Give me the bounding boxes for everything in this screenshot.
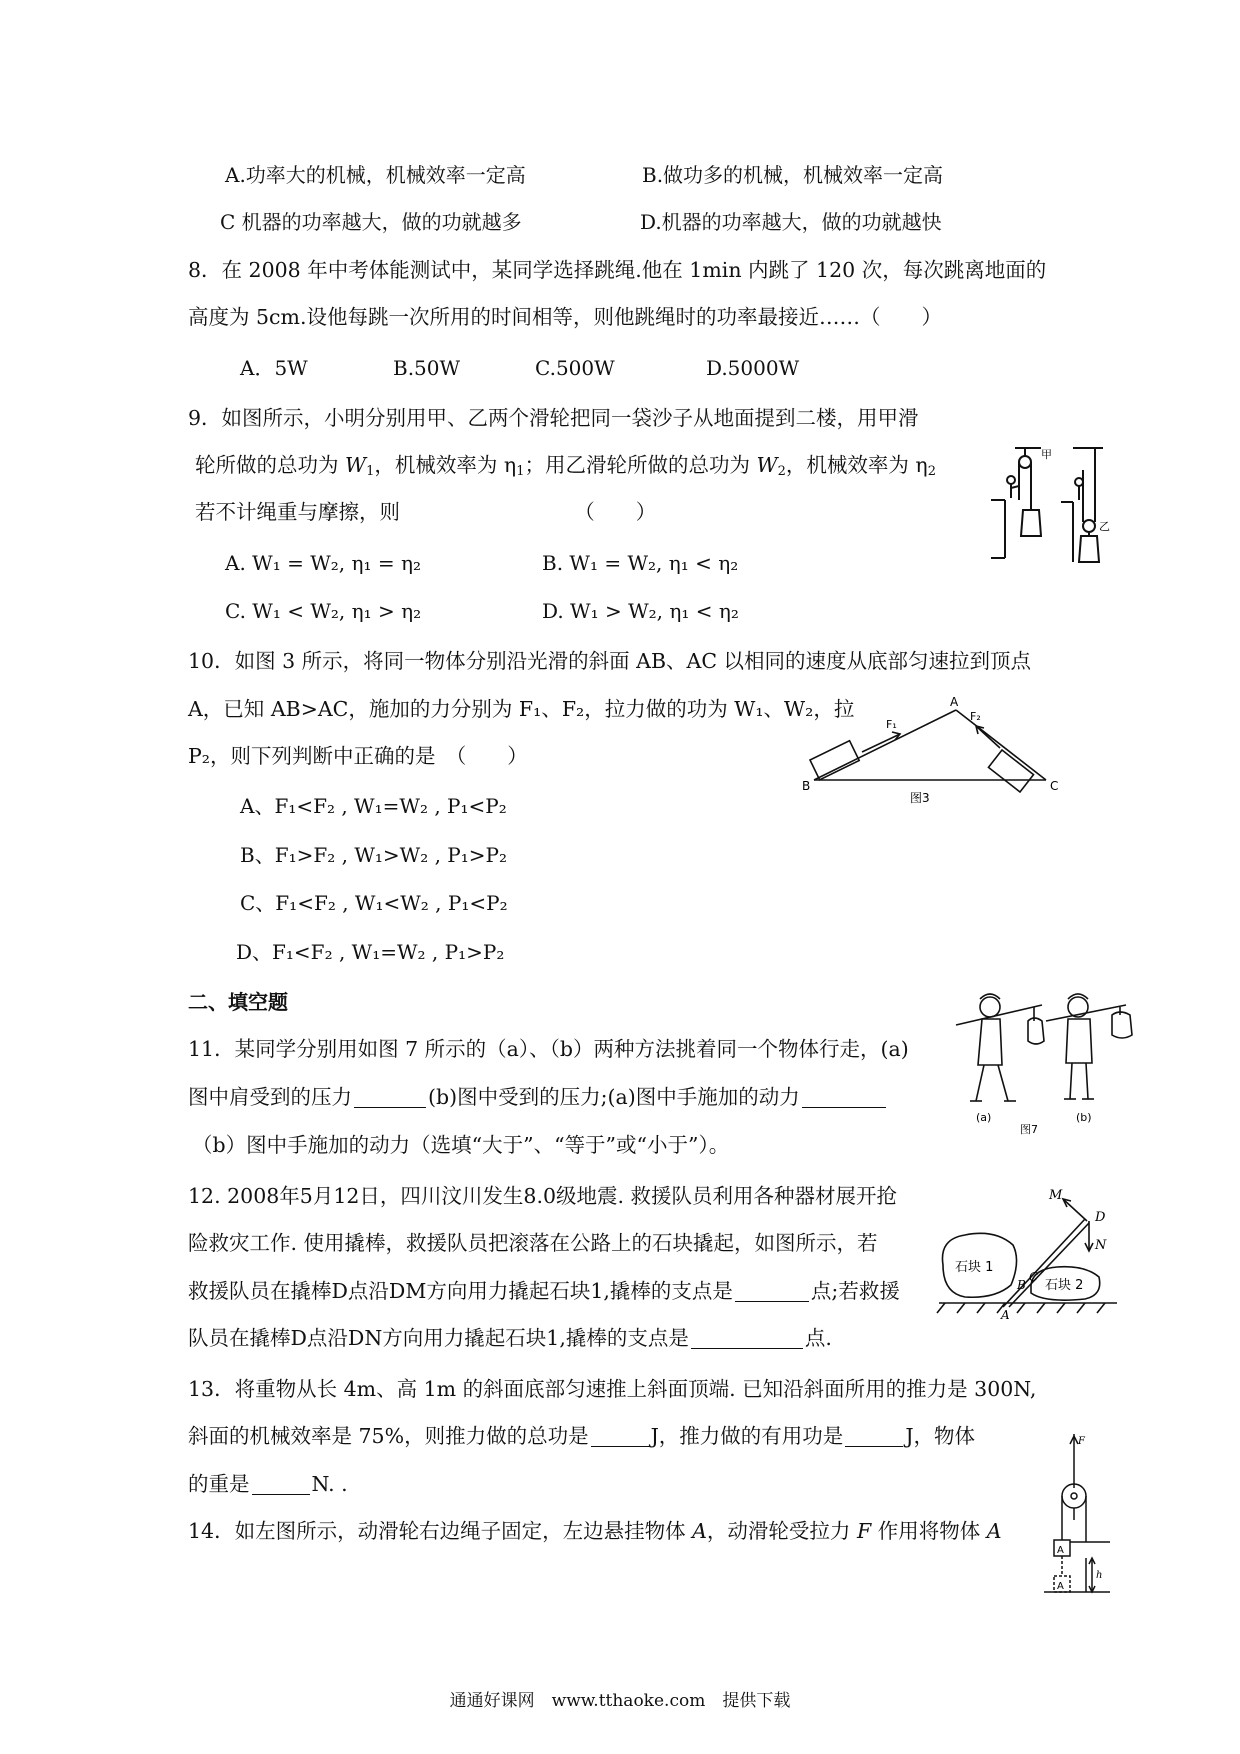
q9-line-1: 9．如图所示，小明分别用甲、乙两个滑轮把同一袋沙子从地面提到二楼，用甲滑 <box>188 406 919 430</box>
q14-fig-label-f: F <box>1078 1436 1085 1447</box>
q9-sub-2: 2 <box>777 464 786 479</box>
q7-option-a: A.功率大的机械，机械效率一定高 <box>225 163 526 187</box>
q14-line-1 <box>188 1516 1002 1546</box>
q13-blank-3[interactable] <box>252 1474 310 1495</box>
q11-carrying-figure <box>950 985 1140 1135</box>
q14-symbol-a-2: A <box>986 1519 1002 1543</box>
q10-fig-label-a: A <box>950 695 959 709</box>
q14-line-1a: 14．如左图所示，动滑轮右边绳子固定，左边悬挂物体 <box>188 1519 693 1543</box>
q13-line-3b: N. . <box>311 1472 348 1496</box>
q13-line-2 <box>188 1421 975 1451</box>
q11-fig-label-a: (a) <box>976 1111 992 1124</box>
q9-fig-label-yi: 乙 <box>1099 520 1110 533</box>
q10-option-c: C、F₁<F₂ , W₁<W₂ , P₁<P₂ <box>240 891 508 915</box>
q13-line-2a: 斜面的机械效率是 75%，则推力做的总功是 <box>188 1424 589 1448</box>
q11-blank-2[interactable] <box>802 1087 886 1108</box>
q14-symbol-f: F <box>856 1519 872 1543</box>
q10-incline-figure <box>800 690 1070 810</box>
q9-sub-2b: 2 <box>927 464 936 479</box>
section-fill-in-title: 二、填空题 <box>188 990 288 1014</box>
q10-option-d: D、F₁<F₂ , W₁=W₂ , P₁>P₂ <box>236 940 505 964</box>
q12-fig-label-c: C <box>1029 1270 1039 1284</box>
q13-line-2b: J，推力做的有用功是 <box>650 1424 844 1448</box>
q9-option-b: B. W₁ = W₂, η₁ < η₂ <box>542 551 739 575</box>
q12-line-3b: 点;若救援 <box>810 1279 900 1303</box>
q10-line-2: A，已知 AB>AC，施加的力分别为 F₁、F₂，拉力做的功为 W₁、W₂，拉 <box>188 697 855 721</box>
q12-fig-label-stone1: 石块 1 <box>955 1260 994 1275</box>
q8-option-c: C.500W <box>535 356 615 380</box>
q12-line-4 <box>188 1323 832 1353</box>
q12-line-3a: 救援队员在撬棒D点沿DM方向用力撬起石块1,撬棒的支点是 <box>188 1279 733 1303</box>
q14-fig-label-a1: A <box>1057 1545 1064 1556</box>
q13-blank-2[interactable] <box>845 1426 903 1447</box>
q10-fig-label-f2: F₂ <box>970 710 981 723</box>
q12-line-4b: 点. <box>804 1326 832 1350</box>
q12-line-3 <box>188 1276 900 1306</box>
q9-w-symbol: W <box>345 453 367 477</box>
q12-line-2: 险救灾工作. 使用撬棒，救援队员把滚落在公路上的石块撬起，如图所示，若 <box>188 1231 878 1255</box>
q14-symbol-a: A <box>692 1519 707 1543</box>
q9-option-d: D. W₁ > W₂, η₁ < η₂ <box>542 599 739 623</box>
q9-sub-1: 1 <box>366 464 375 479</box>
q10-option-a: A、F₁<F₂ , W₁=W₂ , P₁<P₂ <box>240 794 507 818</box>
q13-line-3a: 的重是 <box>188 1472 250 1496</box>
q12-crowbar-figure <box>935 1185 1120 1320</box>
q10-line-3: P₂，则下列判断中正确的是 （ ） <box>188 744 528 768</box>
q11-fig-caption: 图7 <box>1020 1123 1038 1135</box>
q8-line-1: 8．在 2008 年中考体能测试中，某同学选择跳绳.他在 1min 内跳了 120 次，每次跳离地面的 <box>188 258 1047 282</box>
q13-line-3 <box>188 1469 348 1499</box>
q11-line-1: 11．某同学分别用如图 7 所示的（a）、（b）两种方法挑着同一个物体行走，(a) <box>188 1037 909 1061</box>
q14-line-1c: 作用将物体 <box>871 1519 987 1543</box>
q7-option-c: C 机器的功率越大，做的功就越多 <box>220 210 522 234</box>
q14-fig-label-h: h <box>1096 1570 1103 1581</box>
q12-line-4a: 队员在撬棒D点沿DN方向用力撬起石块1,撬棒的支点是 <box>188 1326 689 1350</box>
q9-fig-label-jia: 甲 <box>1041 448 1052 461</box>
q11-line-3: （b）图中手施加的动力（选填“大于”、“等于”或“小于”）。 <box>192 1133 730 1157</box>
q10-fig-label-f1: F₁ <box>886 718 897 731</box>
q10-fig-label-b: B <box>802 779 811 793</box>
q12-fig-label-stone2: 石块 2 <box>1045 1278 1084 1293</box>
q10-fig-label-c: C <box>1050 779 1059 793</box>
q9-sub-1b: 1 <box>516 464 525 479</box>
q9-line-2c: ；用乙滑轮所做的总功为 <box>524 453 757 477</box>
q12-blank-1[interactable] <box>735 1281 809 1302</box>
q9-line-3: 若不计绳重与摩擦，则 （ ） <box>195 500 657 524</box>
q13-line-2c: J，物体 <box>905 1424 976 1448</box>
page-footer: 通通好课网 www.tthaoke.com 提供下载 <box>449 1691 791 1711</box>
q7-option-b: B.做功多的机械，机械效率一定高 <box>642 163 944 187</box>
q13-blank-1[interactable] <box>591 1426 649 1447</box>
q10-line-1: 10．如图 3 所示，将同一物体分别沿光滑的斜面 AB、AC 以相同的速度从底部匀速拉到顶点 <box>188 649 1032 673</box>
q12-fig-label-n: N <box>1095 1238 1107 1253</box>
q10-option-b: B、F₁>F₂ , W₁>W₂ , P₁>P₂ <box>240 843 508 867</box>
q14-line-1b: ，动滑轮受拉力 <box>706 1519 857 1543</box>
q14-pulley-figure <box>1040 1430 1110 1605</box>
q12-blank-2[interactable] <box>691 1328 803 1349</box>
q13-line-1: 13．将重物从长 4m、高 1m 的斜面底部匀速推上斜面顶端. 已知沿斜面所用的推力是 300N, <box>188 1377 1037 1401</box>
q11-line-2b: (b)图中受到的压力;(a)图中手施加的动力 <box>428 1085 800 1109</box>
q12-fig-label-b: B <box>1017 1278 1026 1292</box>
q12-fig-label-m: M <box>1049 1188 1063 1203</box>
q10-fig-caption: 图3 <box>910 791 930 805</box>
q12-line-1: 12. 2008年5月12日，四川汶川发生8.0级地震. 救援队员利用各种器材展开抢 <box>188 1184 898 1208</box>
q9-option-c: C. W₁ < W₂, η₁ > η₂ <box>225 599 422 623</box>
q14-fig-label-a2: A <box>1057 1581 1064 1592</box>
q8-option-d: D.5000W <box>706 356 800 380</box>
q11-fig-label-b: (b) <box>1076 1111 1092 1124</box>
q9-line-2b: ，机械效率为 η <box>374 453 517 477</box>
q9-option-a: A. W₁ = W₂, η₁ = η₂ <box>225 551 421 575</box>
q12-fig-label-d: D <box>1095 1210 1106 1225</box>
q8-option-a: A．5W <box>240 356 308 380</box>
q9-line-2a: 轮所做的总功为 <box>195 453 346 477</box>
q8-line-2: 高度为 5cm.设他每跳一次所用的时间相等，则他跳绳时的功率最接近……（ ） <box>188 305 942 329</box>
q9-line-2 <box>195 450 936 487</box>
q9-pulley-figure <box>985 440 1115 570</box>
q12-fig-label-a: A <box>1001 1308 1010 1320</box>
q8-option-b: B.50W <box>393 356 461 380</box>
q7-option-d: D.机器的功率越大，做的功就越快 <box>640 210 942 234</box>
q9-w-symbol-2: W <box>756 453 778 477</box>
q11-line-2 <box>188 1082 888 1112</box>
q11-blank-1[interactable] <box>354 1087 426 1108</box>
q9-line-2d: ，机械效率为 η <box>785 453 928 477</box>
q11-line-2a: 图中肩受到的压力 <box>188 1085 352 1109</box>
